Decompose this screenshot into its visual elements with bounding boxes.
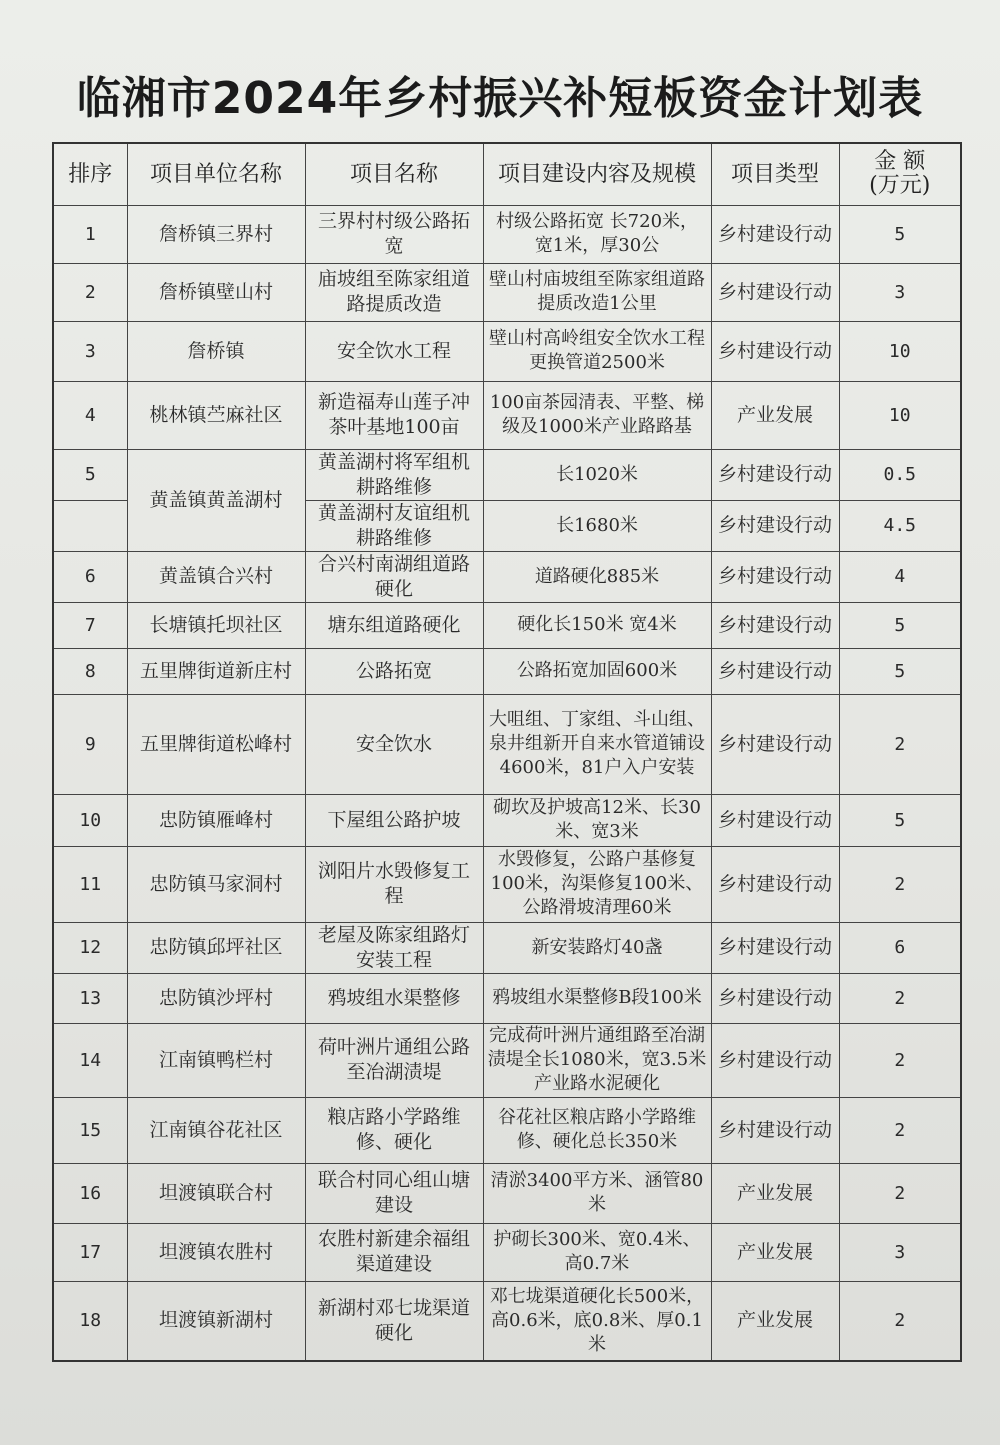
table-row bbox=[53, 449, 961, 500]
row-unit: 詹桥镇壁山村 bbox=[127, 263, 305, 321]
row-index: 1 bbox=[53, 205, 127, 263]
row-content: 壁山村庙坡组至陈家组道路提质改造1公里 bbox=[483, 263, 711, 321]
table-row bbox=[53, 794, 961, 846]
row-project: 公路拓宽 bbox=[305, 648, 483, 694]
plan-table-sheet bbox=[52, 142, 960, 1355]
row-index: 5 bbox=[53, 449, 127, 500]
row-type: 乡村建设行动 bbox=[711, 205, 839, 263]
row-content: 鸦坡组水渠整修B段100米 bbox=[483, 973, 711, 1023]
row-project: 安全饮水 bbox=[305, 694, 483, 794]
row-amount: 4.5 bbox=[839, 500, 961, 551]
row-unit: 江南镇鸭栏村 bbox=[127, 1023, 305, 1097]
row-amount: 10 bbox=[839, 381, 961, 449]
row-index: 12 bbox=[53, 922, 127, 973]
table-row bbox=[53, 321, 961, 381]
row-unit: 江南镇谷花社区 bbox=[127, 1097, 305, 1163]
row-index: 15 bbox=[53, 1097, 127, 1163]
row-index: 16 bbox=[53, 1163, 127, 1223]
row-content: 清淤3400平方米、涵管80米 bbox=[483, 1163, 711, 1223]
plan-table bbox=[52, 142, 962, 1362]
row-unit: 詹桥镇三界村 bbox=[127, 205, 305, 263]
row-index: 11 bbox=[53, 846, 127, 922]
row-content: 100亩茶园清表、平整、梯级及1000米产业路路基 bbox=[483, 381, 711, 449]
table-row bbox=[53, 694, 961, 794]
row-index: 3 bbox=[53, 321, 127, 381]
row-type: 乡村建设行动 bbox=[711, 602, 839, 648]
table-row bbox=[53, 1023, 961, 1097]
row-unit: 坦渡镇联合村 bbox=[127, 1163, 305, 1223]
row-type: 产业发展 bbox=[711, 1281, 839, 1361]
row-amount: 10 bbox=[839, 321, 961, 381]
row-amount: 2 bbox=[839, 1097, 961, 1163]
header-index: 排序 bbox=[53, 143, 127, 205]
row-type: 乡村建设行动 bbox=[711, 648, 839, 694]
row-unit: 桃林镇苎麻社区 bbox=[127, 381, 305, 449]
row-unit: 詹桥镇 bbox=[127, 321, 305, 381]
row-unit: 坦渡镇农胜村 bbox=[127, 1223, 305, 1281]
row-index: 17 bbox=[53, 1223, 127, 1281]
row-amount: 2 bbox=[839, 694, 961, 794]
table-row bbox=[53, 648, 961, 694]
table-row bbox=[53, 1163, 961, 1223]
row-project: 下屋组公路护坡 bbox=[305, 794, 483, 846]
table-row bbox=[53, 602, 961, 648]
row-content: 大咀组、丁家组、斗山组、泉井组新开自来水管道铺设4600米，81户入户安装 bbox=[483, 694, 711, 794]
table-row bbox=[53, 1223, 961, 1281]
row-amount: 5 bbox=[839, 205, 961, 263]
row-unit: 五里牌街道松峰村 bbox=[127, 694, 305, 794]
row-amount: 2 bbox=[839, 1023, 961, 1097]
row-type: 乡村建设行动 bbox=[711, 1023, 839, 1097]
table-row bbox=[53, 205, 961, 263]
row-amount: 2 bbox=[839, 846, 961, 922]
table-header-row bbox=[53, 143, 961, 205]
row-project: 新造福寿山莲子冲茶叶基地100亩 bbox=[305, 381, 483, 449]
table-row bbox=[53, 973, 961, 1023]
row-type: 乡村建设行动 bbox=[711, 551, 839, 602]
row-project: 荷叶洲片通组公路至冶湖渍堤 bbox=[305, 1023, 483, 1097]
row-content: 护砌长300米、宽0.4米、高0.7米 bbox=[483, 1223, 711, 1281]
row-index: 9 bbox=[53, 694, 127, 794]
row-type: 乡村建设行动 bbox=[711, 973, 839, 1023]
row-content: 硬化长150米 宽4米 bbox=[483, 602, 711, 648]
row-amount: 5 bbox=[839, 794, 961, 846]
row-index bbox=[53, 500, 127, 551]
row-index: 4 bbox=[53, 381, 127, 449]
row-amount: 3 bbox=[839, 1223, 961, 1281]
row-unit: 忠防镇沙坪村 bbox=[127, 973, 305, 1023]
row-type: 产业发展 bbox=[711, 381, 839, 449]
row-amount: 5 bbox=[839, 648, 961, 694]
row-content: 壁山村高岭组安全饮水工程更换管道2500米 bbox=[483, 321, 711, 381]
row-amount: 2 bbox=[839, 973, 961, 1023]
header-project: 项目名称 bbox=[305, 143, 483, 205]
row-index: 10 bbox=[53, 794, 127, 846]
row-amount: 4 bbox=[839, 551, 961, 602]
row-type: 乡村建设行动 bbox=[711, 500, 839, 551]
table-row bbox=[53, 381, 961, 449]
row-content: 村级公路拓宽 长720米，宽1米，厚30公 bbox=[483, 205, 711, 263]
row-unit: 忠防镇邱坪社区 bbox=[127, 922, 305, 973]
row-project: 庙坡组至陈家组道路提质改造 bbox=[305, 263, 483, 321]
row-unit: 忠防镇马家洞村 bbox=[127, 846, 305, 922]
row-index: 2 bbox=[53, 263, 127, 321]
row-project: 联合村同心组山塘建设 bbox=[305, 1163, 483, 1223]
row-project: 粮店路小学路维修、硬化 bbox=[305, 1097, 483, 1163]
row-project: 三界村村级公路拓宽 bbox=[305, 205, 483, 263]
row-content: 新安装路灯40盏 bbox=[483, 922, 711, 973]
table-row bbox=[53, 846, 961, 922]
row-type: 乡村建设行动 bbox=[711, 694, 839, 794]
row-type: 产业发展 bbox=[711, 1223, 839, 1281]
header-type: 项目类型 bbox=[711, 143, 839, 205]
row-type: 乡村建设行动 bbox=[711, 263, 839, 321]
row-content: 完成荷叶洲片通组路至冶湖渍堤全长1080米，宽3.5米产业路水泥硬化 bbox=[483, 1023, 711, 1097]
header-unit: 项目单位名称 bbox=[127, 143, 305, 205]
row-project: 鸦坡组水渠整修 bbox=[305, 973, 483, 1023]
document-title: 临湘市2024年乡村振兴补短板资金计划表 bbox=[76, 73, 924, 124]
row-content: 水毁修复，公路户基修复100米，沟渠修复100米、公路滑坡清理60米 bbox=[483, 846, 711, 922]
row-index: 6 bbox=[53, 551, 127, 602]
row-content: 长1680米 bbox=[483, 500, 711, 551]
table-row bbox=[53, 551, 961, 602]
row-project: 老屋及陈家组路灯安装工程 bbox=[305, 922, 483, 973]
row-type: 乡村建设行动 bbox=[711, 1097, 839, 1163]
table-row bbox=[53, 1281, 961, 1361]
row-content: 谷花社区粮店路小学路维修、硬化总长350米 bbox=[483, 1097, 711, 1163]
row-amount: 3 bbox=[839, 263, 961, 321]
row-type: 乡村建设行动 bbox=[711, 922, 839, 973]
row-unit: 黄盖镇合兴村 bbox=[127, 551, 305, 602]
row-project: 黄盖湖村将军组机耕路维修 bbox=[305, 449, 483, 500]
row-index: 7 bbox=[53, 602, 127, 648]
row-index: 13 bbox=[53, 973, 127, 1023]
row-amount: 5 bbox=[839, 602, 961, 648]
row-amount: 0.5 bbox=[839, 449, 961, 500]
row-index: 8 bbox=[53, 648, 127, 694]
row-content: 长1020米 bbox=[483, 449, 711, 500]
row-project: 合兴村南湖组道路硬化 bbox=[305, 551, 483, 602]
row-project: 塘东组道路硬化 bbox=[305, 602, 483, 648]
row-unit: 黄盖镇黄盖湖村 bbox=[127, 449, 305, 551]
row-content: 公路拓宽加固600米 bbox=[483, 648, 711, 694]
row-project: 新湖村邓七垅渠道硬化 bbox=[305, 1281, 483, 1361]
row-amount: 2 bbox=[839, 1281, 961, 1361]
row-content: 砌坎及护坡高12米、长30米、宽3米 bbox=[483, 794, 711, 846]
row-content: 邓七垅渠道硬化长500米，高0.6米，底0.8米、厚0.1米 bbox=[483, 1281, 711, 1361]
row-type: 乡村建设行动 bbox=[711, 794, 839, 846]
row-type: 产业发展 bbox=[711, 1163, 839, 1223]
row-project: 安全饮水工程 bbox=[305, 321, 483, 381]
table-row bbox=[53, 922, 961, 973]
row-unit: 坦渡镇新湖村 bbox=[127, 1281, 305, 1361]
row-amount: 2 bbox=[839, 1163, 961, 1223]
row-project: 浏阳片水毁修复工程 bbox=[305, 846, 483, 922]
row-project: 黄盖湖村友谊组机耕路维修 bbox=[305, 500, 483, 551]
row-type: 乡村建设行动 bbox=[711, 846, 839, 922]
row-unit: 五里牌街道新庄村 bbox=[127, 648, 305, 694]
row-index: 18 bbox=[53, 1281, 127, 1361]
row-type: 乡村建设行动 bbox=[711, 449, 839, 500]
row-project: 农胜村新建余福组渠道建设 bbox=[305, 1223, 483, 1281]
header-content: 项目建设内容及规模 bbox=[483, 143, 711, 205]
row-amount: 6 bbox=[839, 922, 961, 973]
table-row bbox=[53, 263, 961, 321]
row-type: 乡村建设行动 bbox=[711, 321, 839, 381]
table-row bbox=[53, 1097, 961, 1163]
row-index: 14 bbox=[53, 1023, 127, 1097]
row-unit: 长塘镇托坝社区 bbox=[127, 602, 305, 648]
header-amount: 金 额 (万元) bbox=[839, 143, 961, 205]
row-unit: 忠防镇雁峰村 bbox=[127, 794, 305, 846]
row-content: 道路硬化885米 bbox=[483, 551, 711, 602]
